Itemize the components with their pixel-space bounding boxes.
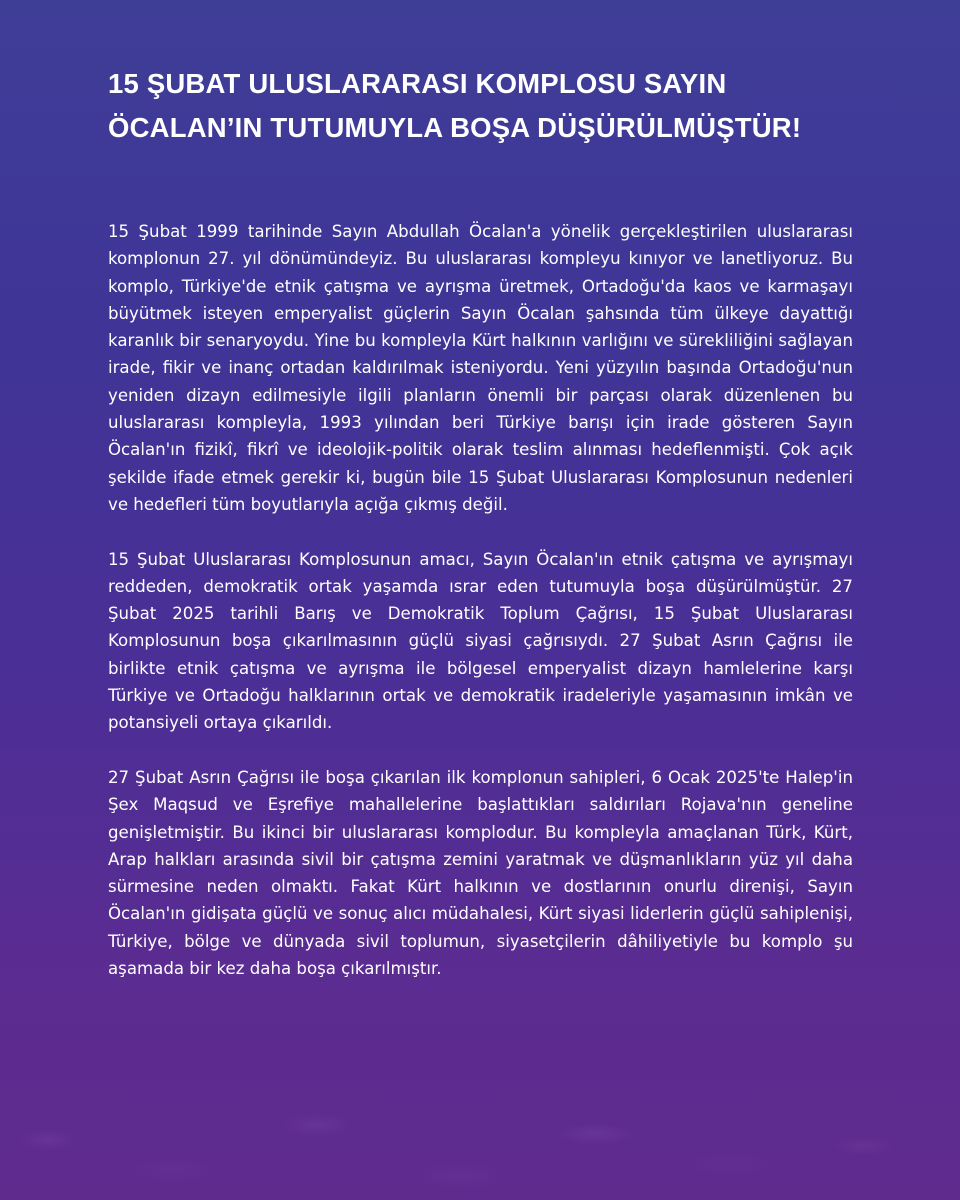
paragraph-2: 15 Şubat Uluslararası Komplosunun amacı, Sayın Öcalan'ın etnik çatışma ve ayrışmayı reddeden, demokratik ortak yaşamda ısrar eden tutumuyla boşa düşürülmüştür. 27 Şubat 2025 tarihli Barış ve Demokratik Toplum Çağrısı, 15 Şubat Uluslararası Komplosunun boşa çıkarılmasının güçlü siyasi çağrısıydı. 27 Şubat Asrın Çağrısı ile birlikte etnik çatışma ve ayrışma ile bölgesel emperyalist dizayn hamlelerine karşı Türkiye ve Ortadoğu halklarının ortak ve demokratik iradeleriyle yaşamasının imkân ve potansiyeli ortaya çıkarıldı. <box>108 549 853 733</box>
document-content <box>108 62 853 982</box>
paragraph-1: 15 Şubat 1999 tarihinde Sayın Abdullah Öcalan'a yönelik gerçekleştirilen uluslararası komplonun 27. yıl dönümündeyiz. Bu uluslararası kompleyu kınıyor ve lanetliyoruz. Bu komplo, Türkiye'de etnik çatışma ve ayrışma üretmek, Ortadoğu'da kaos ve karmaşayı büyütmek isteyen emperyalist güçlerin Sayın Öcalan şahsında tüm ülkeye dayattığı karanlık bir senaryoydu. Yine bu kompleyla Kürt halkının varlığını ve sürekliliğini sağlayan irade, fikir ve inanç ortadan kaldırılmak isteniyordu. Yeni yüzyılın başında Ortadoğu'nun yeniden dizayn edilmesiyle ilgili planların önemli bir parçası olarak düzenlenen bu uluslararası kompleyla, 1993 yılından beri Türkiye barışı için irade gösteren Sayın Öcalan'ın fizikî, fikrî ve ideolojik-politik olarak teslim alınması hedeflenmişti. Çok açık şekilde ifade etmek gerekir ki, bugün bile 15 Şubat Uluslararası Komplosunun nedenleri ve hedefleri tüm boyutlarıyla açığa çıkmış değil. <box>108 222 853 514</box>
page-title: 15 ŞUBAT ULUSLARARASI KOMPLOSU SAYIN ÖCALAN’IN TUTUMUYLA BOŞA DÜŞÜRÜLMÜŞTÜR! <box>108 68 802 143</box>
body-text <box>108 218 853 982</box>
paragraph-3: 27 Şubat Asrın Çağrısı ile boşa çıkarılan ilk komplonun sahipleri, 6 Ocak 2025'te Halep'in Şex Maqsud ve Eşrefiye mahallelerine başlattıkları saldırıları Rojava'nın geneline genişletmiştir. Bu ikinci bir uluslararası komplodur. Bu kompleyla amaçlanan Türk, Kürt, Arap halkları arasında sivil bir çatışma zemini yaratmak ve düşmanlıkların yüz yıl daha sürmesine neden olmaktı. Fakat Kürt halkının ve dostlarının onurlu direnişi, Sayın Öcalan'ın gidişata güçlü ve sonuç alıcı müdahalesi, Kürt siyasi liderlerin güçlü sahiplenişi, Türkiye, bölge ve dünyada sivil toplumun, siyasetçilerin dâhiliyetiyle bu komplo şu aşamada bir kez daha boşa çıkarılmıştır. <box>108 767 853 979</box>
